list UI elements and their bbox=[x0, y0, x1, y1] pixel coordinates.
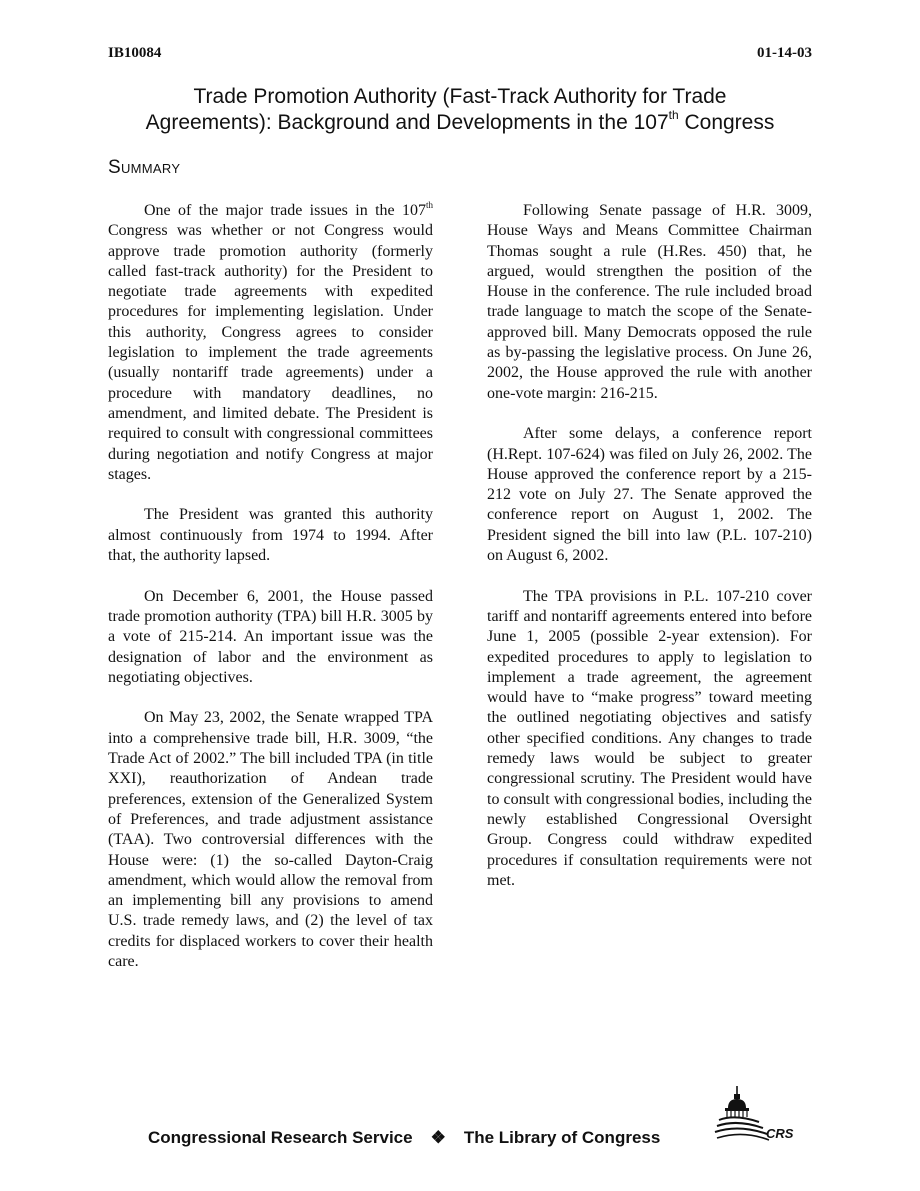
summary-paragraph-2: The President was granted this authority almost continuously from 1974 to 1994. After that, the authority lapsed. bbox=[108, 506, 433, 565]
footer-library-name: The Library of Congress bbox=[463, 1128, 661, 1147]
section-heading-summary: Summary bbox=[108, 157, 181, 178]
summary-paragraph-7: The TPA provisions in P.L. 107-210 cover tariff and nontariff agreements entered into before June 1, 2005 (possible 2-year extension). For expedited procedures to apply to legislation to implement a trade agreement, the agreement would have to “make progress” toward meeting the outlined negotiating objectives and satisfy other specified conditions. Any changes to trade remedy laws would be subject to greater congressional scrutiny. The President would have to consult with congressional bodies, including the newly established Congressional Oversight Group. Congress could withdraw expedited procedures if consultation requirements were not met. bbox=[487, 587, 812, 889]
page-title bbox=[60, 84, 860, 136]
summary-paragraph-1 bbox=[108, 201, 433, 485]
title-line-2-prefix: Agreements): Background and Developments in the 107 bbox=[145, 111, 669, 134]
left-column bbox=[108, 201, 433, 993]
footer-separator-icon: ❖ bbox=[430, 1128, 446, 1147]
title-superscript: th bbox=[668, 108, 679, 122]
summary-paragraph-3: On December 6, 2001, the House passed trade promotion authority (TPA) bill H.R. 3005 by a vote of 215-214. An important issue was the designation of labor and the environment as negotiating objectives. bbox=[108, 587, 433, 686]
footer bbox=[148, 1127, 660, 1149]
paragraph-1-superscript: th bbox=[425, 199, 433, 210]
paragraph-1-rest: Congress was whether or not Congress would approve trade promotion authority (formerly called fast-track authority) for the President to negotiate trade agreements with expedited procedures for implementing legislation. Under this authority, Congress agrees to consider legislation to implement the trade agreements (usually nontariff trade agreements) under a procedure with mandatory deadlines, no amendment, and limited debate. The President is required to consult with congressional committees during negotiation and notify Congress at major stages. bbox=[108, 222, 433, 483]
footer-crs-name: Congressional Research Service bbox=[148, 1128, 413, 1147]
capitol-dome-icon bbox=[713, 1084, 808, 1146]
right-column bbox=[487, 201, 812, 911]
title-line-1: Trade Promotion Authority (Fast-Track Authority for Trade bbox=[193, 85, 727, 108]
document-date: 01-14-03 bbox=[757, 45, 812, 61]
paragraph-1-prefix: One of the major trade issues in the 107 bbox=[144, 202, 426, 219]
summary-paragraph-5: Following Senate passage of H.R. 3009, House Ways and Means Committee Chairman Thomas sought a rule (H.Res. 450) that, he argued, would strengthen the position of the House in the conference. The rule included broad trade language to match the scope of the Senate-approved bill. Many Democrats opposed the rule as by-passing the legislative process. On June 26, 2002, the House approved the rule with another one-vote margin: 216-215. bbox=[487, 202, 812, 402]
summary-paragraph-6: After some delays, a conference report (H.Rept. 107-624) was filed on July 26, 2002. The House approved the conference report by a 215-212 vote on July 27. The Senate approved the conference report on August 1, 2002. The President signed the bill into law (P.L. 107-210) on August 6, 2002. bbox=[487, 425, 812, 565]
title-line-2 bbox=[60, 110, 860, 136]
crs-logo-text: CRS bbox=[766, 1126, 794, 1141]
title-line-2-suffix: Congress bbox=[678, 111, 775, 134]
document-id: IB10084 bbox=[108, 45, 162, 61]
summary-paragraph-4: On May 23, 2002, the Senate wrapped TPA into a comprehensive trade bill, H.R. 3009, “the Trade Act of 2002.” The bill included TPA (in title XXI), reauthorization of Andean trade preferences, extension of the Generalized System of Preferences, and trade adjustment assistance (TAA). Two controversial differences with the House were: (1) the so-called Dayton-Craig amendment, which would allow the removal from an implementing bill any provisions to amend U.S. trade remedy laws, and (2) the level of tax credits for displaced workers to cover their health care. bbox=[108, 709, 433, 970]
